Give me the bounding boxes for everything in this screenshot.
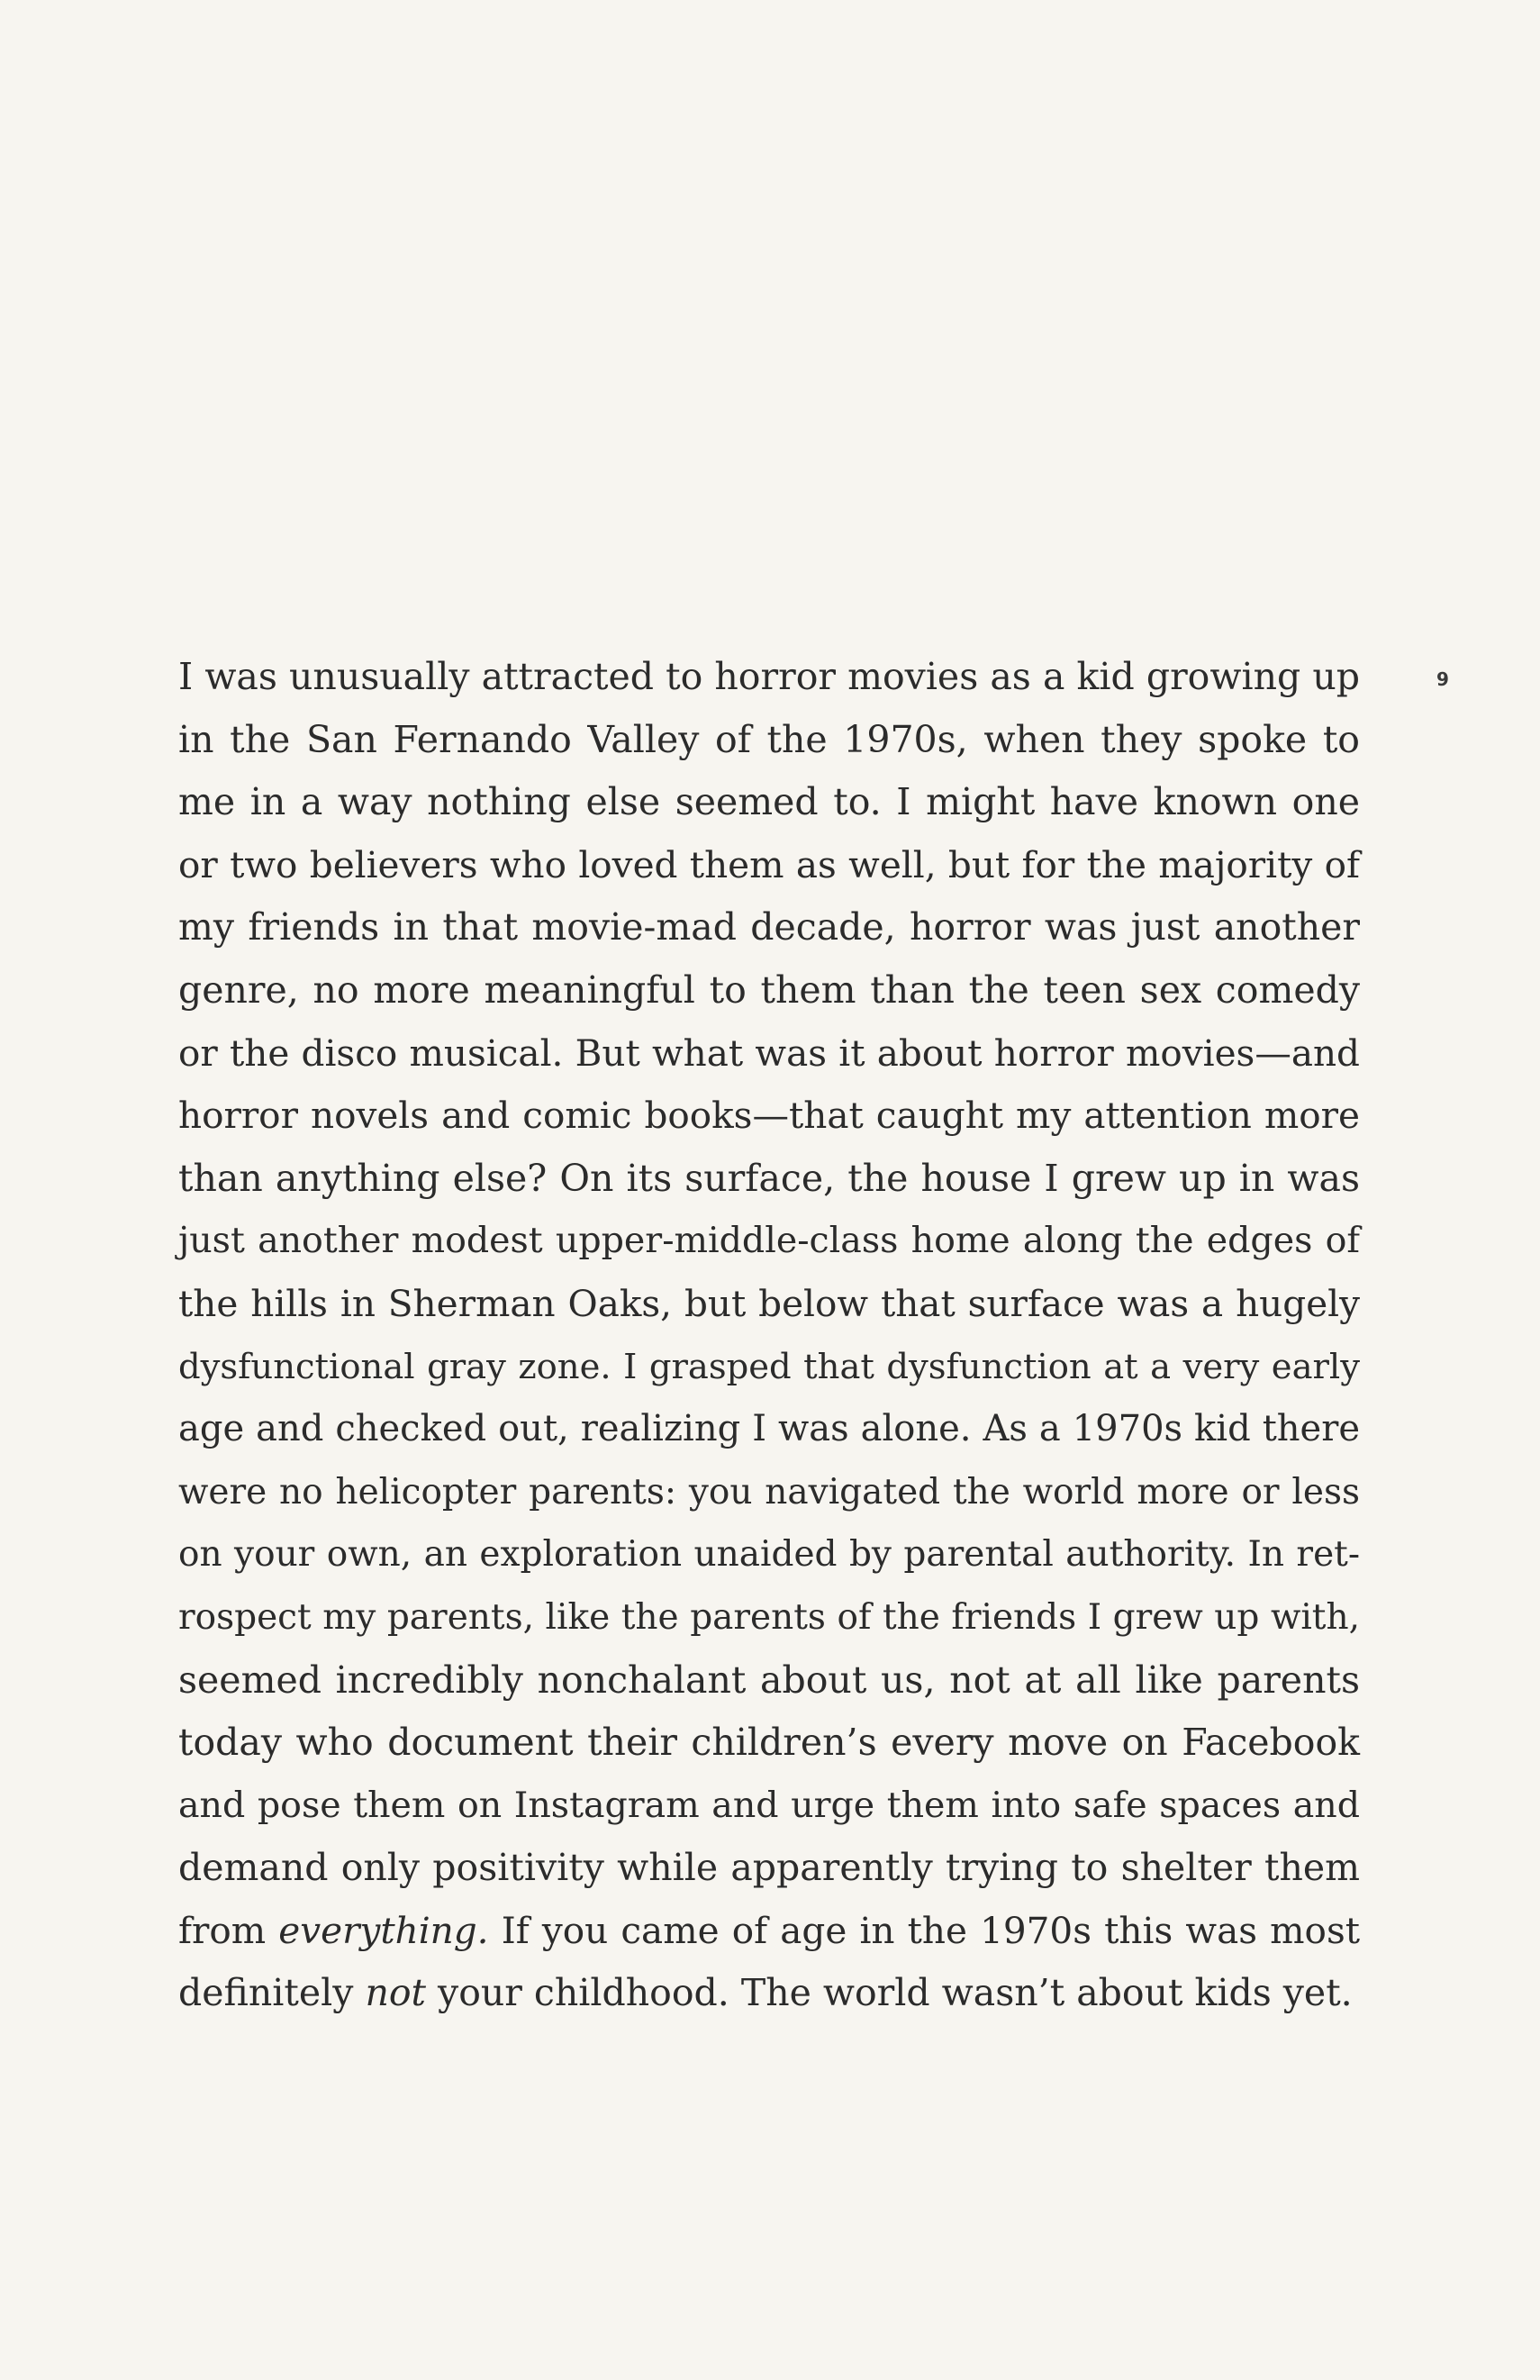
text-line: dysfunctional gray zone. I grasped that dysfunction at a very early xyxy=(178,1346,1360,1387)
text-line: age and checked out, realizing I was alone. As a 1970s kid there xyxy=(178,1408,1360,1450)
text-segment: If you came of age in the 1970s this was most xyxy=(488,1908,1360,1952)
text-segment: from xyxy=(178,1908,279,1952)
text-line: demand only positivity while apparently trying to shelter them xyxy=(178,1846,1360,1890)
text-line: I was unusually attracted to horror movies as a kid growing up xyxy=(178,655,1360,698)
text-line: or two believers who loved them as well, but for the majority of xyxy=(178,842,1360,886)
text-segment: your childhood. The world wasn’t about kids yet. xyxy=(426,1971,1353,2015)
italic-word: not xyxy=(365,1971,427,2015)
text-line: on your own, an exploration unaided by parental authority. In ret- xyxy=(178,1534,1360,1576)
text-line: genre, no more meaningful to them than the teen sex comedy xyxy=(178,967,1360,1012)
text-line: or the disco musical. But what was it about horror movies—and xyxy=(178,1031,1360,1075)
text-line-with-italic xyxy=(178,1900,1360,1963)
italic-word: everything. xyxy=(278,1908,489,1952)
text-line: horror novels and comic books—that caught my attention more xyxy=(178,1094,1360,1138)
text-line: today who document their children’s every move on Facebook xyxy=(178,1721,1360,1765)
text-line: were no helicopter parents: you navigated the world more or less xyxy=(178,1471,1360,1512)
text-line: rospect my parents, like the parents of the friends I grew up with, xyxy=(178,1596,1360,1638)
text-line: just another modest upper-middle-class home along the edges of xyxy=(178,1220,1360,1262)
text-line: the hills in Sherman Oaks, but below that surface was a hugely xyxy=(178,1281,1360,1325)
page-number: 9 xyxy=(1436,668,1449,690)
text-line: me in a way nothing else seemed to. I might have known one xyxy=(178,780,1360,824)
text-line: my friends in that movie-mad decade, horror was just another xyxy=(178,905,1360,949)
body-paragraph xyxy=(178,646,1360,2025)
text-line: in the San Fernando Valley of the 1970s, when they spoke to xyxy=(178,717,1360,761)
text-line: than anything else? On its surface, the house I grew up in was xyxy=(178,1156,1360,1200)
text-line: and pose them on Instagram and urge them into safe spaces and xyxy=(178,1784,1360,1826)
text-segment: definitely xyxy=(178,1971,366,2015)
text-line-with-italic xyxy=(178,1962,1360,2025)
text-line: seemed incredibly nonchalant about us, not at all like parents xyxy=(178,1658,1360,1702)
